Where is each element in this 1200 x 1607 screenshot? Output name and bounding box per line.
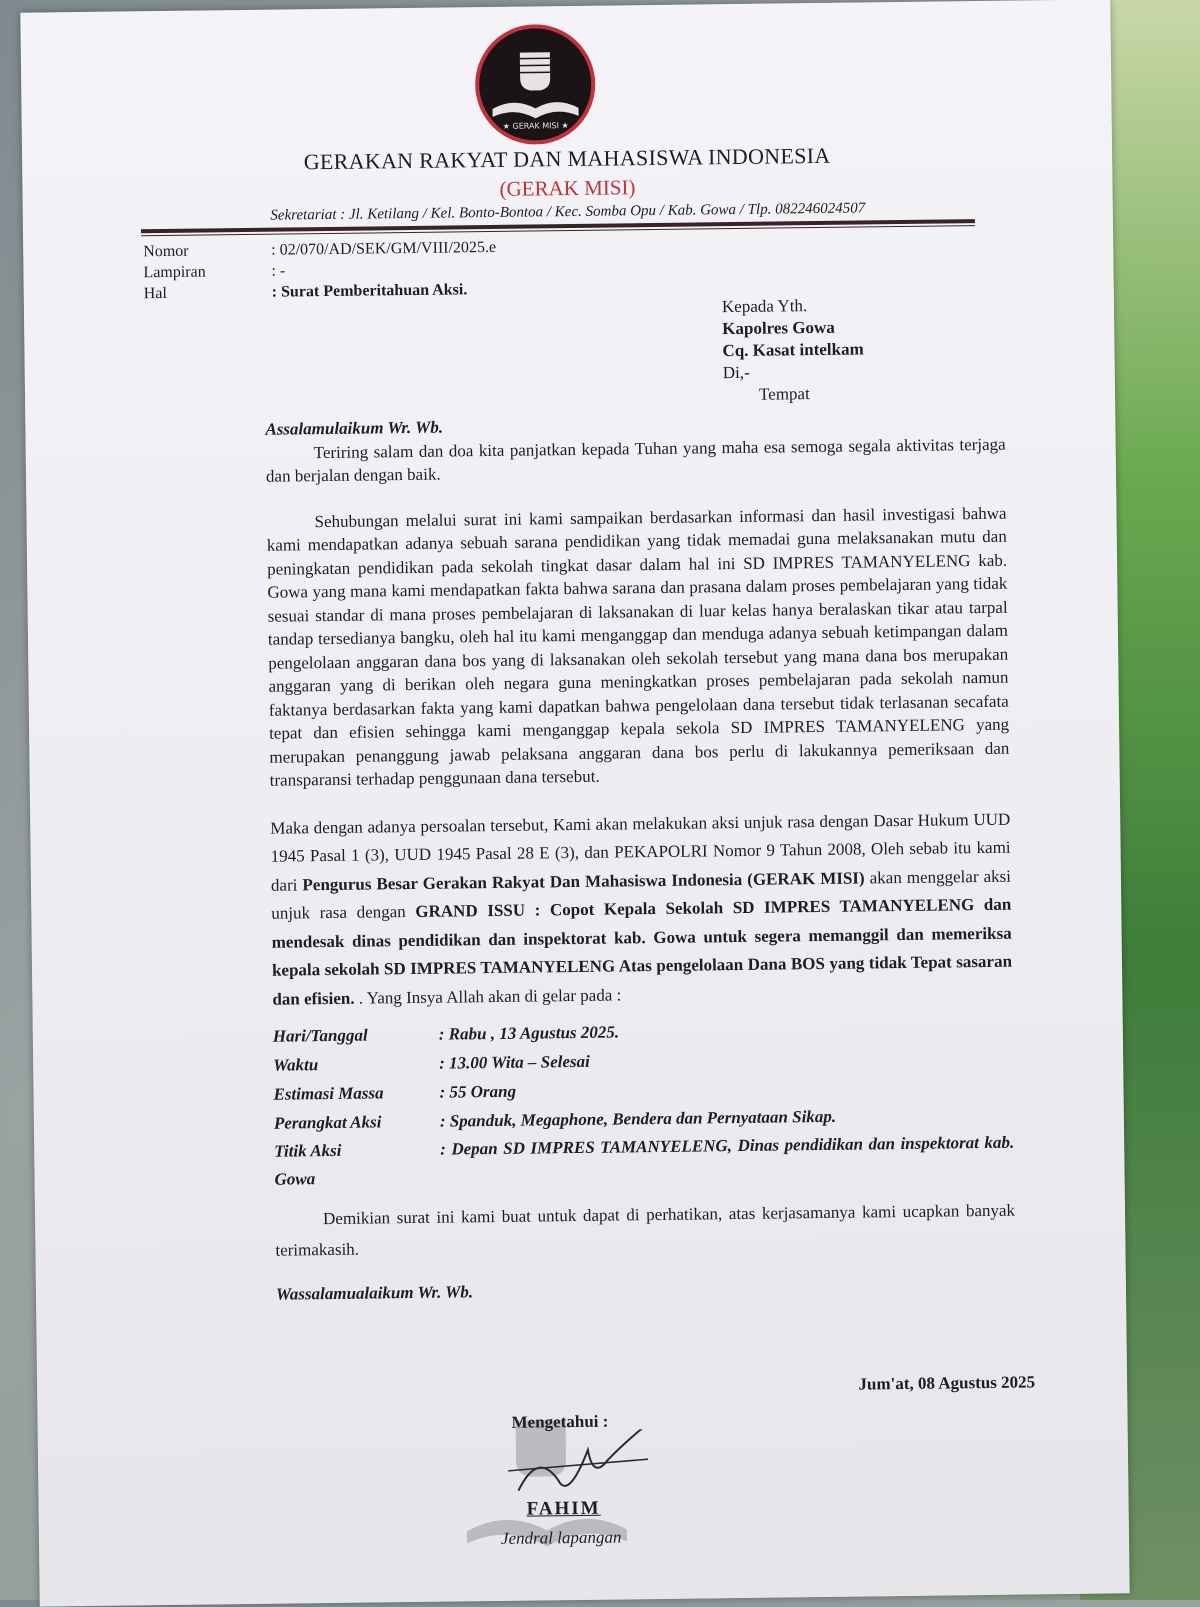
- letter-meta: [143, 239, 497, 306]
- detail-value: : 55 Orang: [439, 1081, 517, 1102]
- detail-value: : Spanduk, Megaphone, Bendera dan Pernyataan Sikap.: [439, 1106, 837, 1131]
- secretariat-address: Sekretariat : Jl. Ketilang / Kel. Bonto-Bontoa / Kec. Somba Opu / Kab. Gowa / Tlp. 082246024507: [270, 200, 866, 224]
- grand-issue: GRAND ISSU : Copot Kepala Sekolah SD IMPRES TAMANYELENG dan mendesak dinas pendidikan dan inspektorat kab. Gowa untuk segera memanggil dan memeriksa kepala sekolah SD IMPRES TAMANYELENG Atas pengelolaan Dana BOS yang tidak Tepat sasaran dan efisien.: [271, 894, 1013, 1009]
- paragraph-investigation: Sehubungan melalui surat ini kami sampaikan berdasarkan informasi dan hasil investigasi bahwa kami mendapatkan adanya sebuah sarana pendidikan yang tidak memadai guna melaksanakan mutu dan peningkatan pendidikan pada sekolah tingkat dasar dalam hal ini SD IMPRES TAMANYELENG kab. Gowa yang mana kami mendapatkan fakta bahwa sarana dan prasana dalam proses pembelajaran yang tidak sesuai standar di mana proses pembelajaran di laksanakan di luar kelas hanya beralaskan tikar atau tarpal tandap tersedianya bangku, oleh hal itu kami menganggap dan menduga adanya sebuah ketimpangan dalam pengelolaan anggaran dana bos yang di laksanakan oleh sekolah tersebut yang mana dana bos merupakan anggaran yang di berikan oleh negara guna meningkatkan proses pembelajaran pada sekolah namun faktanya berdasarkan fakta yang kami dapatkan bahwa pengelolaan dana tersebut tidak terlasanan secafata tepat dan efisien sehingga kami menganggap kepala sekola SD IMPRES TAMANYELENG yang merupakan penanggung jawab pelaksana anggaran dana bos perlu di lakukannya pemeriksaan dan transparansi terhadap penggunaan dana tersebut.: [266, 503, 1010, 790]
- gerak-misi-logo: [467, 24, 602, 146]
- detail-value: : Rabu , 13 Agustus 2025.: [438, 1022, 620, 1044]
- addressee-attention: Cq. Kasat intelkam: [722, 339, 864, 361]
- addressee-block: [722, 294, 865, 406]
- detail-key: Titik Aksi: [274, 1140, 342, 1161]
- meta-key: Lampiran: [143, 263, 206, 282]
- action-text: . Yang Insya Allah akan di gelar pada :: [354, 984, 622, 1008]
- addressee-line: Kepada Yth.: [721, 296, 808, 317]
- organizer-name: Pengurus Besar Gerakan Rakyat Dan Mahasiswa Indonesia (GERAK MISI): [302, 867, 865, 894]
- detail-key: Perangkat Aksi: [273, 1112, 382, 1133]
- detail-key: Estimasi Massa: [273, 1083, 384, 1104]
- greeting: Assalamulaikum Wr. Wb.: [265, 417, 444, 439]
- closing-paragraph: Demikian surat ini kami buat untuk dapat di perhatikan, atas kerjasamanya kami ucapkan banyak terimakasih.: [275, 1200, 1016, 1260]
- letter-body: [265, 409, 1016, 1306]
- detail-value: : 13.00 Wita – Selesai: [439, 1051, 590, 1073]
- detail-value: : Depan SD IMPRES TAMANYELENG, Dinas pendidikan dan inspektorat kab. Gowa: [274, 1132, 1015, 1189]
- detail-key: Waktu: [273, 1054, 319, 1075]
- detail-key: Hari/Tanggal: [272, 1025, 368, 1046]
- meta-key: Hal: [143, 284, 167, 303]
- action-text: Maka dengan adanya persoalan tersebut, Kami akan melakukan aksi unjuk rasa dengan Dasar Hukum UUD 1945 Pasal 1 (3), UUD 1945 Pasal 28 E (3), dan PEKAPOLRI Nomor 9 Tahun 2008, Oleh sebab itu kami dari: [270, 809, 1011, 895]
- addressee-recipient: Kapolres Gowa: [722, 317, 835, 339]
- action-details: [273, 1013, 1015, 1194]
- letter-paper: [20, 0, 1129, 1607]
- detail-row-location: [274, 1129, 1015, 1194]
- meta-value: : 02/070/AD/SEK/GM/VIII/2025.e: [271, 238, 497, 259]
- meta-value: : Surat Pemberitahuan Aksi.: [271, 281, 468, 301]
- organization-abbreviation: (GERAK MISI): [499, 175, 636, 201]
- closing-greeting: Wassalamualaikum Wr. Wb.: [275, 1282, 474, 1304]
- signature-title: Mengetahui :: [511, 1411, 609, 1432]
- addressee-place: Tempat: [758, 384, 810, 404]
- meta-value: : -: [271, 262, 286, 280]
- signatory-name: FAHIM: [526, 1497, 601, 1520]
- paragraph-opening: Teriring salam dan doa kita panjatkan kepada Tuhan yang maha esa semoga segala aktivitas terjaga dan berjalan dengan baik.: [265, 434, 1006, 486]
- meta-key: Nomor: [143, 242, 189, 261]
- signatory-role: Jendral lapangan: [500, 1527, 622, 1548]
- letter-date: Jum'at, 08 Agustus 2025: [858, 1372, 1036, 1394]
- addressee-line: Di,-: [722, 362, 750, 383]
- meta-row-nomor: [143, 239, 496, 264]
- svg-text:★ GERAK MISI ★: ★ GERAK MISI ★: [502, 121, 569, 131]
- organization-name: GERAKAN RAKYAT DAN MAHASISWA INDONESIA: [303, 142, 831, 175]
- action-text: akan menggelar aksi unjuk rasa dengan: [271, 866, 1012, 923]
- meta-row-hal: [144, 281, 497, 306]
- paragraph-action: [270, 805, 1012, 1014]
